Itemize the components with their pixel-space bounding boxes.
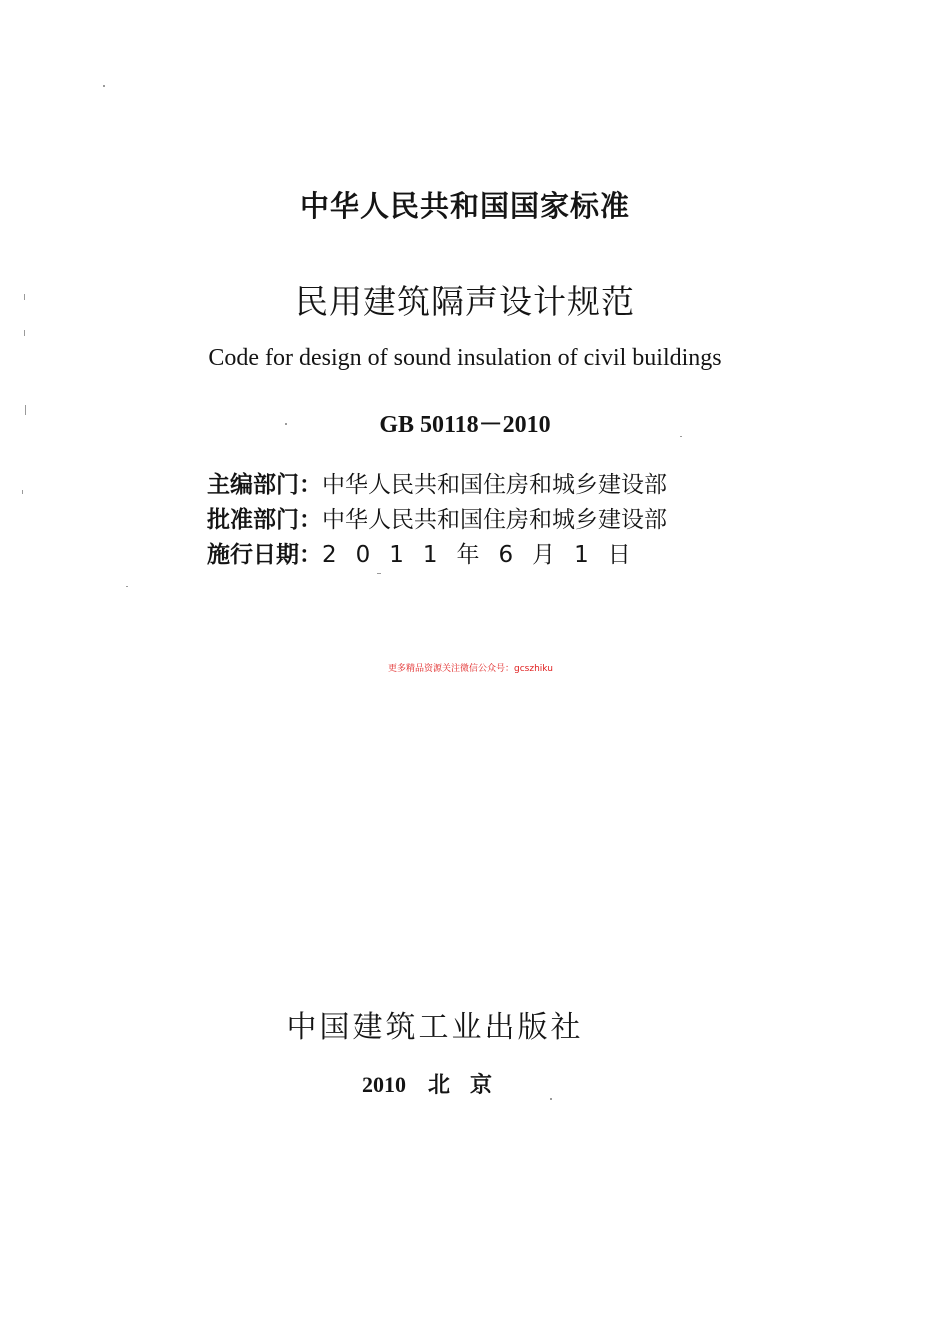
approver-department [207, 501, 667, 534]
scan-speck [24, 294, 25, 300]
scan-speck [22, 490, 23, 494]
scan-speck [377, 573, 381, 574]
scan-speck [285, 423, 287, 425]
publication-year: 2010 [361, 1072, 406, 1097]
editor-department [207, 466, 667, 499]
scan-speck [550, 1098, 552, 1100]
date-label: 施行日期： [207, 542, 322, 568]
scan-speck [25, 405, 26, 415]
standard-code: GB 50118－2010 [379, 412, 551, 438]
standard-series-heading: 中华人民共和国国家标准 [299, 189, 630, 223]
approver-value: 中华人民共和国住房和城乡建设部 [322, 507, 667, 533]
title-english: Code for design of sound insulation of civil buildings [208, 345, 722, 371]
editor-label: 主编部门： [207, 472, 322, 498]
editor-value: 中华人民共和国住房和城乡建设部 [322, 472, 667, 498]
title-chinese: 民用建筑隔声设计规范 [295, 282, 635, 321]
scan-speck [24, 330, 25, 336]
scan-speck [680, 436, 682, 437]
publication-city: 北京 [427, 1073, 512, 1098]
scan-speck [103, 85, 105, 87]
date-value: 2011年6月1日 [322, 542, 650, 568]
publication-place-year [0, 1068, 912, 1099]
scan-speck [126, 586, 128, 587]
approver-label: 批准部门： [207, 507, 322, 533]
effective-date [207, 536, 650, 569]
watermark-notice: 更多精品资源关注微信公众号：gcszhiku [388, 664, 553, 674]
publisher-name: 中国建筑工业出版社 [286, 1010, 584, 1045]
